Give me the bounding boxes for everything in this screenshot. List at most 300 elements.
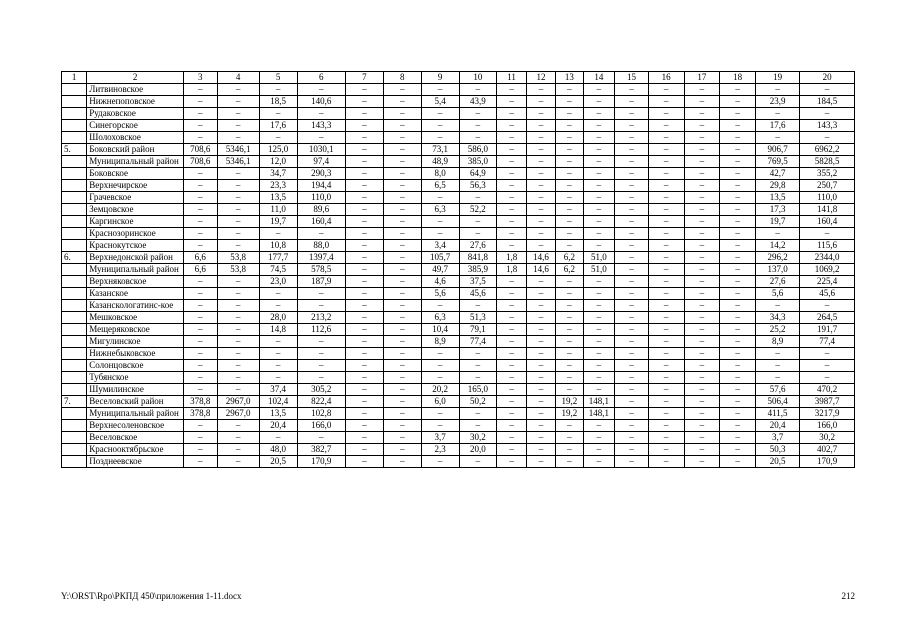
table-cell: – — [684, 108, 720, 120]
table-cell: – — [526, 348, 555, 360]
table-cell: 382,7 — [297, 444, 345, 456]
table-cell: – — [684, 240, 720, 252]
row-name: Мигулинское — [87, 336, 184, 348]
table-cell: – — [345, 324, 383, 336]
table-cell: – — [615, 180, 649, 192]
table-cell: – — [183, 288, 217, 300]
table-cell: 8,9 — [756, 336, 800, 348]
table-cell: 6,2 — [556, 252, 583, 264]
table-cell: – — [497, 288, 526, 300]
table-cell: – — [583, 96, 615, 108]
table-cell: – — [297, 372, 345, 384]
table-cell: 3,4 — [421, 240, 459, 252]
table-cell: 160,4 — [800, 216, 855, 228]
table-cell: – — [684, 132, 720, 144]
table-row — [62, 216, 855, 228]
table-cell: 45,6 — [459, 288, 497, 300]
table-body — [62, 72, 855, 468]
row-name: Краснокутское — [87, 240, 184, 252]
table-cell: 13,5 — [259, 192, 297, 204]
table-cell: – — [183, 336, 217, 348]
table-cell: – — [297, 336, 345, 348]
table-cell: – — [556, 444, 583, 456]
table-cell: – — [583, 192, 615, 204]
table-cell: – — [684, 300, 720, 312]
table-cell: 20,0 — [459, 444, 497, 456]
table-cell: 14,6 — [526, 252, 555, 264]
table-cell: 53,8 — [217, 264, 259, 276]
column-header: 16 — [648, 72, 684, 84]
table-cell: 20,2 — [421, 384, 459, 396]
table-cell: – — [648, 240, 684, 252]
table-cell: – — [800, 108, 855, 120]
table-cell: – — [684, 168, 720, 180]
table-cell: – — [526, 336, 555, 348]
table-cell: – — [720, 384, 756, 396]
table-cell: – — [345, 192, 383, 204]
table-cell: – — [615, 204, 649, 216]
table-cell: – — [345, 276, 383, 288]
table-cell: – — [345, 408, 383, 420]
table-cell: – — [383, 276, 421, 288]
table-cell: – — [583, 276, 615, 288]
table-cell: – — [383, 144, 421, 156]
table-cell: – — [648, 192, 684, 204]
table-row — [62, 240, 855, 252]
row-number — [62, 108, 87, 120]
table-cell: – — [720, 156, 756, 168]
table-cell: 20,5 — [259, 456, 297, 468]
table-cell: – — [217, 420, 259, 432]
table-cell: – — [217, 180, 259, 192]
table-cell: – — [526, 396, 555, 408]
table-cell: – — [421, 84, 459, 96]
table-cell: – — [345, 336, 383, 348]
table-cell: – — [183, 180, 217, 192]
table-cell: – — [421, 300, 459, 312]
table-cell: – — [556, 204, 583, 216]
table-cell: – — [526, 276, 555, 288]
table-cell: – — [421, 420, 459, 432]
table-cell: 102,8 — [297, 408, 345, 420]
table-cell: – — [615, 408, 649, 420]
table-cell: – — [648, 84, 684, 96]
table-cell: – — [756, 228, 800, 240]
table-cell: 20,4 — [756, 420, 800, 432]
table-row — [62, 120, 855, 132]
table-cell: – — [459, 360, 497, 372]
table-cell: – — [720, 336, 756, 348]
table-cell: – — [648, 180, 684, 192]
table-cell: – — [345, 360, 383, 372]
table-cell: – — [183, 108, 217, 120]
table-cell: – — [800, 360, 855, 372]
table-cell: 12,0 — [259, 156, 297, 168]
table-cell: – — [497, 276, 526, 288]
table-cell: – — [526, 180, 555, 192]
table-cell: – — [497, 336, 526, 348]
table-cell: – — [556, 180, 583, 192]
table-cell: 6,0 — [421, 396, 459, 408]
row-number — [62, 384, 87, 396]
table-cell: – — [684, 324, 720, 336]
table-cell: – — [648, 420, 684, 432]
table-cell: – — [297, 288, 345, 300]
table-cell: 115,6 — [800, 240, 855, 252]
table-cell: – — [297, 108, 345, 120]
column-header: 10 — [459, 72, 497, 84]
table-row — [62, 228, 855, 240]
table-cell: 1069,2 — [800, 264, 855, 276]
table-cell: 3217,9 — [800, 408, 855, 420]
table-cell: – — [183, 312, 217, 324]
column-header: 5 — [259, 72, 297, 84]
table-cell: – — [720, 144, 756, 156]
table-cell: 1397,4 — [297, 252, 345, 264]
table-cell: – — [383, 216, 421, 228]
table-cell: 30,2 — [459, 432, 497, 444]
table-cell: – — [800, 228, 855, 240]
table-cell: 1,8 — [497, 264, 526, 276]
table-cell: – — [459, 192, 497, 204]
table-cell: – — [459, 108, 497, 120]
table-cell: – — [648, 444, 684, 456]
table-row — [62, 336, 855, 348]
table-cell: – — [684, 336, 720, 348]
table-cell: – — [183, 384, 217, 396]
table-cell: – — [556, 84, 583, 96]
column-header: 19 — [756, 72, 800, 84]
table-cell: – — [615, 108, 649, 120]
table-cell: – — [800, 300, 855, 312]
table-cell: – — [684, 420, 720, 432]
table-cell: – — [756, 372, 800, 384]
table-row — [62, 192, 855, 204]
table-cell: – — [684, 156, 720, 168]
table-cell: 6,3 — [421, 312, 459, 324]
table-cell: – — [800, 348, 855, 360]
table-cell: 769,5 — [756, 156, 800, 168]
table-cell: – — [497, 156, 526, 168]
table-cell: – — [217, 228, 259, 240]
table-cell: 77,4 — [459, 336, 497, 348]
table-cell: 105,7 — [421, 252, 459, 264]
table-cell: – — [259, 336, 297, 348]
table-cell: – — [217, 324, 259, 336]
table-cell: – — [183, 420, 217, 432]
table-cell: 708,6 — [183, 144, 217, 156]
table-cell: – — [345, 432, 383, 444]
table-cell: – — [497, 228, 526, 240]
table-cell: 5,4 — [421, 96, 459, 108]
table-cell: 50,2 — [459, 396, 497, 408]
table-row — [62, 300, 855, 312]
table-row — [62, 444, 855, 456]
table-cell: – — [183, 204, 217, 216]
table-cell: 51,0 — [583, 264, 615, 276]
table-cell: 14,2 — [756, 240, 800, 252]
table-cell: 110,0 — [800, 192, 855, 204]
table-cell: – — [459, 420, 497, 432]
table-cell: 6,2 — [556, 264, 583, 276]
table-cell: – — [297, 432, 345, 444]
table-row — [62, 384, 855, 396]
table-cell: 2967,0 — [217, 396, 259, 408]
table-cell: 2967,0 — [217, 408, 259, 420]
table-cell: – — [183, 120, 217, 132]
table-cell: 378,8 — [183, 408, 217, 420]
row-number — [62, 408, 87, 420]
table-cell: – — [526, 324, 555, 336]
table-cell: – — [556, 456, 583, 468]
table-cell: 148,1 — [583, 408, 615, 420]
table-cell: – — [526, 312, 555, 324]
row-name: Верхнечирское — [87, 180, 184, 192]
table-cell: – — [183, 96, 217, 108]
table-cell: – — [497, 120, 526, 132]
table-cell: – — [684, 120, 720, 132]
table-cell: – — [497, 456, 526, 468]
table-cell: – — [183, 444, 217, 456]
table-cell: – — [497, 360, 526, 372]
table-cell: – — [217, 456, 259, 468]
table-cell: 25,2 — [756, 324, 800, 336]
table-cell: 385,0 — [459, 156, 497, 168]
table-cell: – — [183, 132, 217, 144]
table-cell: – — [526, 240, 555, 252]
table-cell: – — [556, 300, 583, 312]
table-cell: – — [556, 324, 583, 336]
column-header: 1 — [62, 72, 87, 84]
table-cell: – — [556, 120, 583, 132]
table-cell: – — [720, 372, 756, 384]
row-name: Краснозоринское — [87, 228, 184, 240]
table-cell: – — [217, 204, 259, 216]
table-cell: – — [497, 300, 526, 312]
table-cell: 49,7 — [421, 264, 459, 276]
table-cell: – — [497, 168, 526, 180]
table-cell: – — [259, 84, 297, 96]
column-header: 4 — [217, 72, 259, 84]
table-cell: 19,7 — [756, 216, 800, 228]
table-cell: – — [648, 108, 684, 120]
table-cell: – — [684, 432, 720, 444]
table-cell: – — [259, 348, 297, 360]
table-cell: – — [648, 264, 684, 276]
table-cell: – — [556, 312, 583, 324]
table-cell: – — [345, 384, 383, 396]
table-cell: – — [556, 420, 583, 432]
table-cell: 14,8 — [259, 324, 297, 336]
table-cell: – — [345, 228, 383, 240]
table-row — [62, 144, 855, 156]
table-cell: 6,3 — [421, 204, 459, 216]
table-cell: – — [684, 96, 720, 108]
table-cell: – — [259, 228, 297, 240]
table-cell: – — [383, 420, 421, 432]
table-cell: 170,9 — [800, 456, 855, 468]
table-cell: – — [615, 300, 649, 312]
table-cell: 19,2 — [556, 408, 583, 420]
table-cell: – — [583, 312, 615, 324]
table-cell: – — [345, 180, 383, 192]
table-cell: 77,4 — [800, 336, 855, 348]
table-cell: – — [615, 132, 649, 144]
table-cell: 5346,1 — [217, 144, 259, 156]
table-cell: – — [556, 348, 583, 360]
table-cell: – — [183, 216, 217, 228]
table-cell: 177,7 — [259, 252, 297, 264]
table-cell: 10,8 — [259, 240, 297, 252]
table-cell: – — [383, 264, 421, 276]
table-cell: 17,6 — [259, 120, 297, 132]
table-cell: – — [720, 228, 756, 240]
table-cell: – — [217, 288, 259, 300]
table-cell: – — [684, 276, 720, 288]
table-row — [62, 360, 855, 372]
table-cell: – — [648, 372, 684, 384]
table-cell: – — [684, 288, 720, 300]
table-cell: – — [459, 132, 497, 144]
table-cell: – — [345, 372, 383, 384]
table-cell: – — [720, 264, 756, 276]
table-cell: – — [583, 84, 615, 96]
table-cell: – — [583, 336, 615, 348]
table-cell: 17,6 — [756, 120, 800, 132]
table-cell: – — [800, 132, 855, 144]
table-cell: – — [583, 420, 615, 432]
table-cell: 23,0 — [259, 276, 297, 288]
table-cell: 48,0 — [259, 444, 297, 456]
table-cell: – — [648, 396, 684, 408]
table-cell: – — [383, 360, 421, 372]
row-name: Муниципальный район — [87, 264, 184, 276]
table-cell: – — [345, 312, 383, 324]
table-cell: – — [556, 372, 583, 384]
row-number — [62, 180, 87, 192]
table-cell: 402,7 — [800, 444, 855, 456]
table-row — [62, 96, 855, 108]
table-cell: 34,7 — [259, 168, 297, 180]
table-cell: – — [345, 204, 383, 216]
table-cell: 13,5 — [259, 408, 297, 420]
table-cell: – — [615, 384, 649, 396]
row-name: Веселовский район — [87, 396, 184, 408]
table-cell: – — [684, 144, 720, 156]
table-cell: – — [756, 300, 800, 312]
table-cell: – — [648, 132, 684, 144]
row-name: Каргинское — [87, 216, 184, 228]
table-cell: – — [526, 156, 555, 168]
table-cell: 165,0 — [459, 384, 497, 396]
table-cell: – — [526, 372, 555, 384]
row-number — [62, 456, 87, 468]
table-cell: – — [720, 408, 756, 420]
row-name: Краснооктябрьское — [87, 444, 184, 456]
table-cell: 51,0 — [583, 252, 615, 264]
table-cell: – — [345, 144, 383, 156]
table-cell: 53,8 — [217, 252, 259, 264]
table-cell: – — [684, 384, 720, 396]
table-cell: – — [421, 348, 459, 360]
row-number — [62, 312, 87, 324]
table-cell: – — [526, 456, 555, 468]
row-number — [62, 120, 87, 132]
table-cell: – — [217, 312, 259, 324]
table-cell: – — [345, 456, 383, 468]
table-cell: – — [526, 144, 555, 156]
column-header: 3 — [183, 72, 217, 84]
table-cell: – — [684, 180, 720, 192]
table-cell: – — [497, 348, 526, 360]
table-cell: – — [583, 240, 615, 252]
table-cell: – — [720, 192, 756, 204]
table-cell: – — [720, 360, 756, 372]
table-cell: – — [459, 300, 497, 312]
table-cell: 5828,5 — [800, 156, 855, 168]
row-number — [62, 432, 87, 444]
table-cell: – — [526, 288, 555, 300]
table-cell: – — [648, 168, 684, 180]
table-cell: – — [183, 84, 217, 96]
table-cell: – — [583, 360, 615, 372]
table-cell: – — [421, 456, 459, 468]
table-cell: – — [345, 216, 383, 228]
table-cell: – — [526, 216, 555, 228]
table-cell: – — [497, 132, 526, 144]
table-cell: 708,6 — [183, 156, 217, 168]
table-cell: – — [648, 324, 684, 336]
table-cell: 6,6 — [183, 264, 217, 276]
table-cell: – — [497, 180, 526, 192]
row-name: Тубянское — [87, 372, 184, 384]
table-cell: – — [684, 348, 720, 360]
table-cell: – — [556, 228, 583, 240]
table-cell: 56,3 — [459, 180, 497, 192]
table-cell: – — [526, 228, 555, 240]
table-cell: 2344,0 — [800, 252, 855, 264]
table-cell: 225,4 — [800, 276, 855, 288]
table-cell: – — [345, 84, 383, 96]
table-cell: – — [615, 264, 649, 276]
table-cell: – — [345, 240, 383, 252]
table-cell: – — [720, 216, 756, 228]
table-cell: 19,2 — [556, 396, 583, 408]
table-cell: – — [556, 144, 583, 156]
table-cell: – — [526, 384, 555, 396]
table-cell: 48,9 — [421, 156, 459, 168]
table-cell: – — [297, 228, 345, 240]
row-name: Веселовское — [87, 432, 184, 444]
table-cell: – — [459, 456, 497, 468]
table-cell: – — [556, 216, 583, 228]
table-cell: – — [648, 300, 684, 312]
table-cell: – — [497, 216, 526, 228]
table-cell: – — [615, 444, 649, 456]
table-cell: – — [684, 216, 720, 228]
table-cell: – — [383, 324, 421, 336]
table-cell: 411,5 — [756, 408, 800, 420]
column-header: 20 — [800, 72, 855, 84]
table-cell: – — [648, 120, 684, 132]
table-cell: – — [497, 408, 526, 420]
file-path: Y:\ORST\Rpo\РКПД 450\приложения 1-11.docx — [61, 591, 242, 601]
table-cell: – — [297, 84, 345, 96]
table-cell: – — [800, 372, 855, 384]
table-cell: – — [526, 408, 555, 420]
column-header: 11 — [497, 72, 526, 84]
row-number — [62, 156, 87, 168]
